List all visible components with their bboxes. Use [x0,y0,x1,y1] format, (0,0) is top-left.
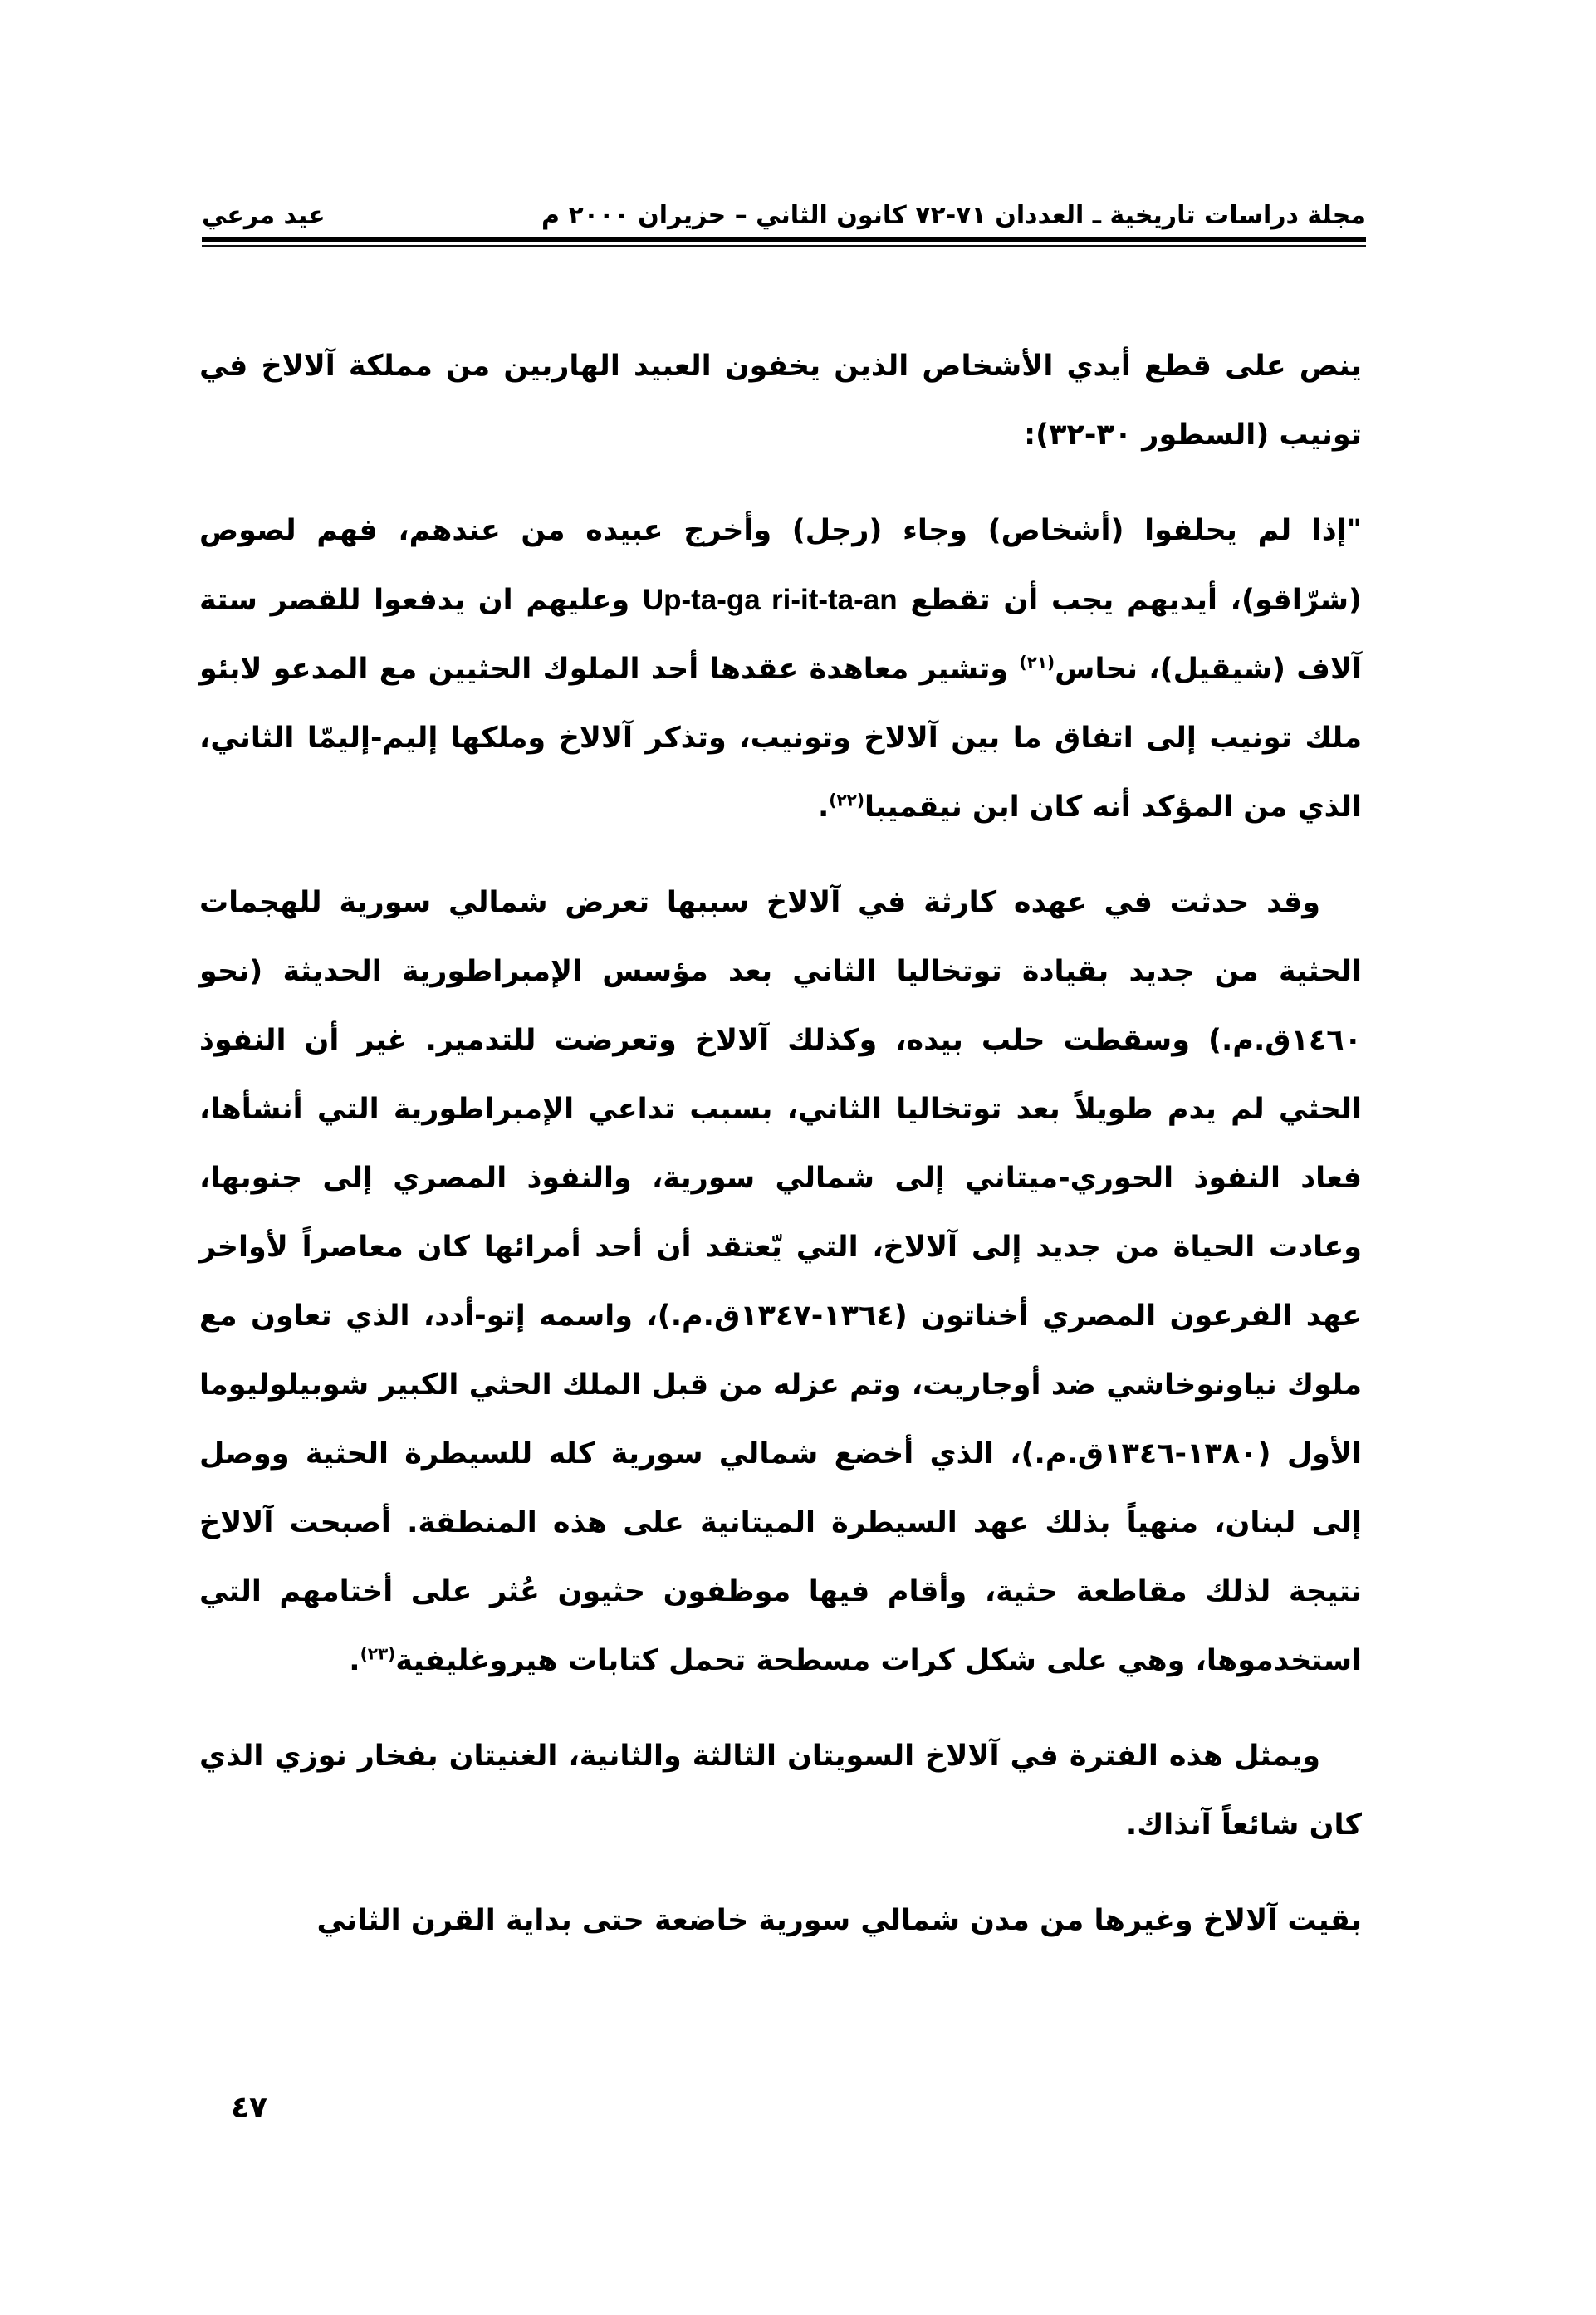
paragraph-4 [199,1722,1362,1860]
header-rule-thick [202,237,1366,242]
paragraph-text: بقيت آلالاخ وغيرها من مدن شمالي سورية خاضعة حتى بداية القرن الثاني [316,1904,1362,1937]
period: . [349,1644,360,1677]
paragraph-text: ويمثل هذه الفترة في آلالاخ السويتان الثالثة والثانية، الغنيتان بفخار نوزي الذي كان شائعاً آنذاك. [199,1740,1362,1842]
page-number: ٤٧ [231,2091,267,2125]
body-text [199,332,1362,1982]
paragraph-text: ينص على قطع أيدي الأشخاص الذين يخفون العبيد الهاربين من مملكة آلالاخ في تونيب (السطور ٣٠-٣٢): [199,350,1362,452]
running-header [202,198,1366,234]
paragraph-text: وتشير معاهدة عقدها أحد الملوك الحثيين مع المدعو لابئو ملك تونيب إلى اتفاق ما بين آلالاخ وتونيب، وتذكر آلالاخ وملكها إليم-إليمّا الثاني، الذي من المؤكد أنه كان ابن نيقميبا [199,653,1362,824]
paragraph-3 [199,869,1362,1696]
header-rule-thin [202,245,1366,247]
journal-title: مجلة دراسات تاريخية ـ العددان ٧١-٧٢ كانون الثاني – حزيران ٢٠٠٠ م [541,201,1366,230]
paragraph-2-quote [199,497,1362,842]
footnote-ref-21[interactable]: (٢١) [1019,652,1055,673]
period: . [818,790,830,824]
quote-text-cont: وعليهم ان يدفعوا للقصر ستة آلاف (شيقيل)، نحاس [199,584,1363,686]
paragraph-5 [199,1887,1362,1955]
akkadian-transliteration: Up-ta-ga ri-it-ta-an [642,584,898,616]
footnote-ref-23[interactable]: (٢٣) [360,1643,396,1664]
paragraph-1 [199,332,1362,470]
quote-text: "إذا لم يحلفوا (أشخاص) وجاء (رجل) وأخرج عبيده من عندهم، فهم لصوص (شرّاقو)، أيديهم يجب أن تقطع [199,514,1363,617]
author-name: عيد مرعي [202,201,326,230]
footnote-ref-22[interactable]: (٢٢) [829,790,864,810]
paragraph-text: وقد حدثت في عهده كارثة في آلالاخ سببها تعرض شمالي سورية للهجمات الحثية من جديد بقيادة توتخاليا الثاني بعد مؤسس الإمبراطورية الحديثة (نحو ١٤٦٠ق.م.) وسقطت حلب بيده، وكذلك آلالاخ وتعرضت للتدمير. غير أن النفوذ الحثي لم يدم طويلاً بعد توتخاليا الثاني، بسبب تداعي الإمبراطورية التي أنشأها، فعاد النفوذ الحوري-ميتاني إلى شمالي سورية، والنفوذ المصري إلى جنوبها، وعادت الحياة من جديد إلى آلالاخ، التي يّعتقد أن أحد أمرائها كان معاصراً لأواخر عهد الفرعون المصري أخناتون (١٣٦٤-١٣٤٧ق.م.)، واسمه إتو-أدد، الذي تعاون مع ملوك نياونوخاشي ضد أوجاريت، وتم عزله من قبل الملك الحثي الكبير شوبيلوليوما الأول (١٣٨٠-١٣٤٦ق.م.)، الذي أخضع شمالي سورية كله للسيطرة الحثية ووصل إلى لبنان، منهياً بذلك عهد السيطرة الميتانية على هذه المنطقة. أصبحت آلالاخ نتيجة لذلك مقاطعة حثية، وأقام فيها موظفون حثيون عُثر على أختامهم التي استخدموها، وهي على شكل كرات مسطحة تحمل كتابات هيروغليفية [199,886,1362,1677]
